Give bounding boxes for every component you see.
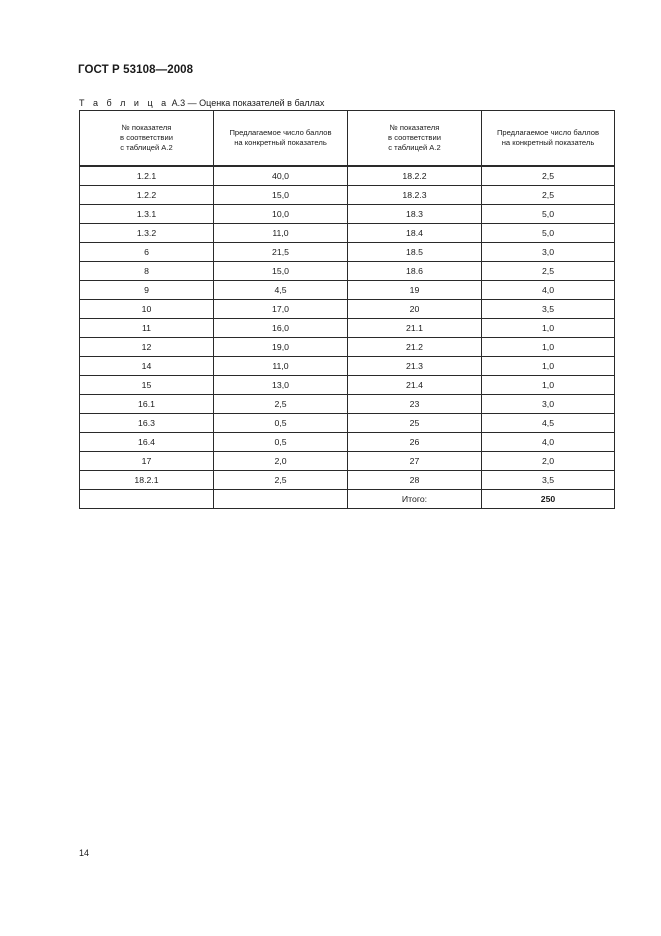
- table-cell: 2,5: [482, 186, 615, 205]
- table-cell: 1,0: [482, 357, 615, 376]
- table-cell: 11,0: [214, 224, 348, 243]
- table-caption: [79, 98, 324, 108]
- table-cell: 18.2.2: [348, 166, 482, 186]
- table-row: [80, 376, 615, 395]
- table-header-row: [80, 111, 615, 167]
- table-cell: 4,0: [482, 433, 615, 452]
- table-cell: 25: [348, 414, 482, 433]
- table-cell: 2,0: [214, 452, 348, 471]
- table-cell: 1,0: [482, 319, 615, 338]
- table-cell: 18.2.3: [348, 186, 482, 205]
- table-cell: 18.2.1: [80, 471, 214, 490]
- table-cell: 1.3.2: [80, 224, 214, 243]
- table-cell: 27: [348, 452, 482, 471]
- table-cell: 13,0: [214, 376, 348, 395]
- table-cell: 15: [80, 376, 214, 395]
- table-cell: 17,0: [214, 300, 348, 319]
- header-proposed-points-right: [482, 111, 615, 167]
- table-cell: 4,5: [482, 414, 615, 433]
- scores-table-container: [79, 110, 614, 509]
- table-cell: 2,5: [482, 262, 615, 281]
- table-cell-empty: [214, 490, 348, 509]
- table-cell: 3,5: [482, 471, 615, 490]
- table-cell: 16,0: [214, 319, 348, 338]
- table-cell: 21,5: [214, 243, 348, 262]
- table-row: [80, 452, 615, 471]
- header-line: Предлагаемое число баллов: [496, 128, 600, 137]
- table-row: [80, 166, 615, 186]
- table-cell: 21.2: [348, 338, 482, 357]
- table-cell: 3,0: [482, 395, 615, 414]
- table-cell: 2,5: [482, 166, 615, 186]
- table-cell: 2,5: [214, 471, 348, 490]
- table-cell: 18.6: [348, 262, 482, 281]
- table-cell: 20: [348, 300, 482, 319]
- table-caption-label: Т а б л и ц а: [79, 98, 170, 108]
- table-total-row: [80, 490, 615, 509]
- header-line: в соответствии: [388, 133, 441, 142]
- header-proposed-points-left: [214, 111, 348, 167]
- table-cell: 19,0: [214, 338, 348, 357]
- table-cell: 4,0: [482, 281, 615, 300]
- table-cell: 5,0: [482, 224, 615, 243]
- table-cell: 26: [348, 433, 482, 452]
- table-caption-text: А.3 — Оценка показателей в баллах: [171, 98, 325, 108]
- header-line: № показателя: [121, 123, 172, 132]
- total-label: Итого:: [348, 490, 482, 509]
- table-cell: 9: [80, 281, 214, 300]
- table-cell: 28: [348, 471, 482, 490]
- table-cell: 10,0: [214, 205, 348, 224]
- table-row: [80, 224, 615, 243]
- table-cell: 18.4: [348, 224, 482, 243]
- table-cell: 0,5: [214, 433, 348, 452]
- table-cell: 4,5: [214, 281, 348, 300]
- table-cell: 40,0: [214, 166, 348, 186]
- table-row: [80, 319, 615, 338]
- table-row: [80, 357, 615, 376]
- table-cell: 8: [80, 262, 214, 281]
- table-row: [80, 243, 615, 262]
- table-cell: 6: [80, 243, 214, 262]
- table-cell: 23: [348, 395, 482, 414]
- table-cell: 1.2.1: [80, 166, 214, 186]
- table-cell: 21.4: [348, 376, 482, 395]
- table-cell: 2,5: [214, 395, 348, 414]
- table-cell: 10: [80, 300, 214, 319]
- table-cell: 16.4: [80, 433, 214, 452]
- table-cell: 15,0: [214, 186, 348, 205]
- scores-table: [79, 110, 615, 509]
- table-body: [80, 166, 615, 509]
- table-cell: 2,0: [482, 452, 615, 471]
- total-value: 250: [482, 490, 615, 509]
- table-cell: 18.5: [348, 243, 482, 262]
- table-cell: 18.3: [348, 205, 482, 224]
- table-cell: 1,0: [482, 338, 615, 357]
- header-line: на конкретный показатель: [234, 138, 327, 147]
- table-row: [80, 395, 615, 414]
- table-row: [80, 414, 615, 433]
- table-cell: 11: [80, 319, 214, 338]
- header-line: с таблицей А.2: [388, 143, 441, 152]
- header-line: с таблицей А.2: [120, 143, 173, 152]
- table-cell: 21.3: [348, 357, 482, 376]
- header-line: на конкретный показатель: [501, 138, 595, 147]
- table-cell: 16.3: [80, 414, 214, 433]
- table-row: [80, 186, 615, 205]
- table-cell: 5,0: [482, 205, 615, 224]
- table-cell: 17: [80, 452, 214, 471]
- table-row: [80, 338, 615, 357]
- table-cell: 21.1: [348, 319, 482, 338]
- table-cell: 19: [348, 281, 482, 300]
- table-row: [80, 262, 615, 281]
- table-cell: 1,0: [482, 376, 615, 395]
- table-cell: 11,0: [214, 357, 348, 376]
- table-row: [80, 281, 615, 300]
- table-cell: 3,0: [482, 243, 615, 262]
- table-row: [80, 433, 615, 452]
- table-cell: 14: [80, 357, 214, 376]
- header-indicator-number-right: [348, 111, 482, 167]
- table-cell: 0,5: [214, 414, 348, 433]
- table-cell-empty: [80, 490, 214, 509]
- document-standard-title: ГОСТ Р 53108—2008: [78, 64, 194, 76]
- table-cell: 16.1: [80, 395, 214, 414]
- table-cell: 1.3.1: [80, 205, 214, 224]
- header-indicator-number-left: [80, 111, 214, 167]
- table-row: [80, 205, 615, 224]
- page-number: 14: [79, 848, 90, 858]
- header-line: № показателя: [389, 123, 440, 132]
- table-cell: 12: [80, 338, 214, 357]
- table-row: [80, 471, 615, 490]
- header-line: Предлагаемое число баллов: [229, 128, 332, 137]
- table-row: [80, 300, 615, 319]
- table-cell: 1.2.2: [80, 186, 214, 205]
- table-cell: 15,0: [214, 262, 348, 281]
- table-cell: 3,5: [482, 300, 615, 319]
- header-line: в соответствии: [120, 133, 173, 142]
